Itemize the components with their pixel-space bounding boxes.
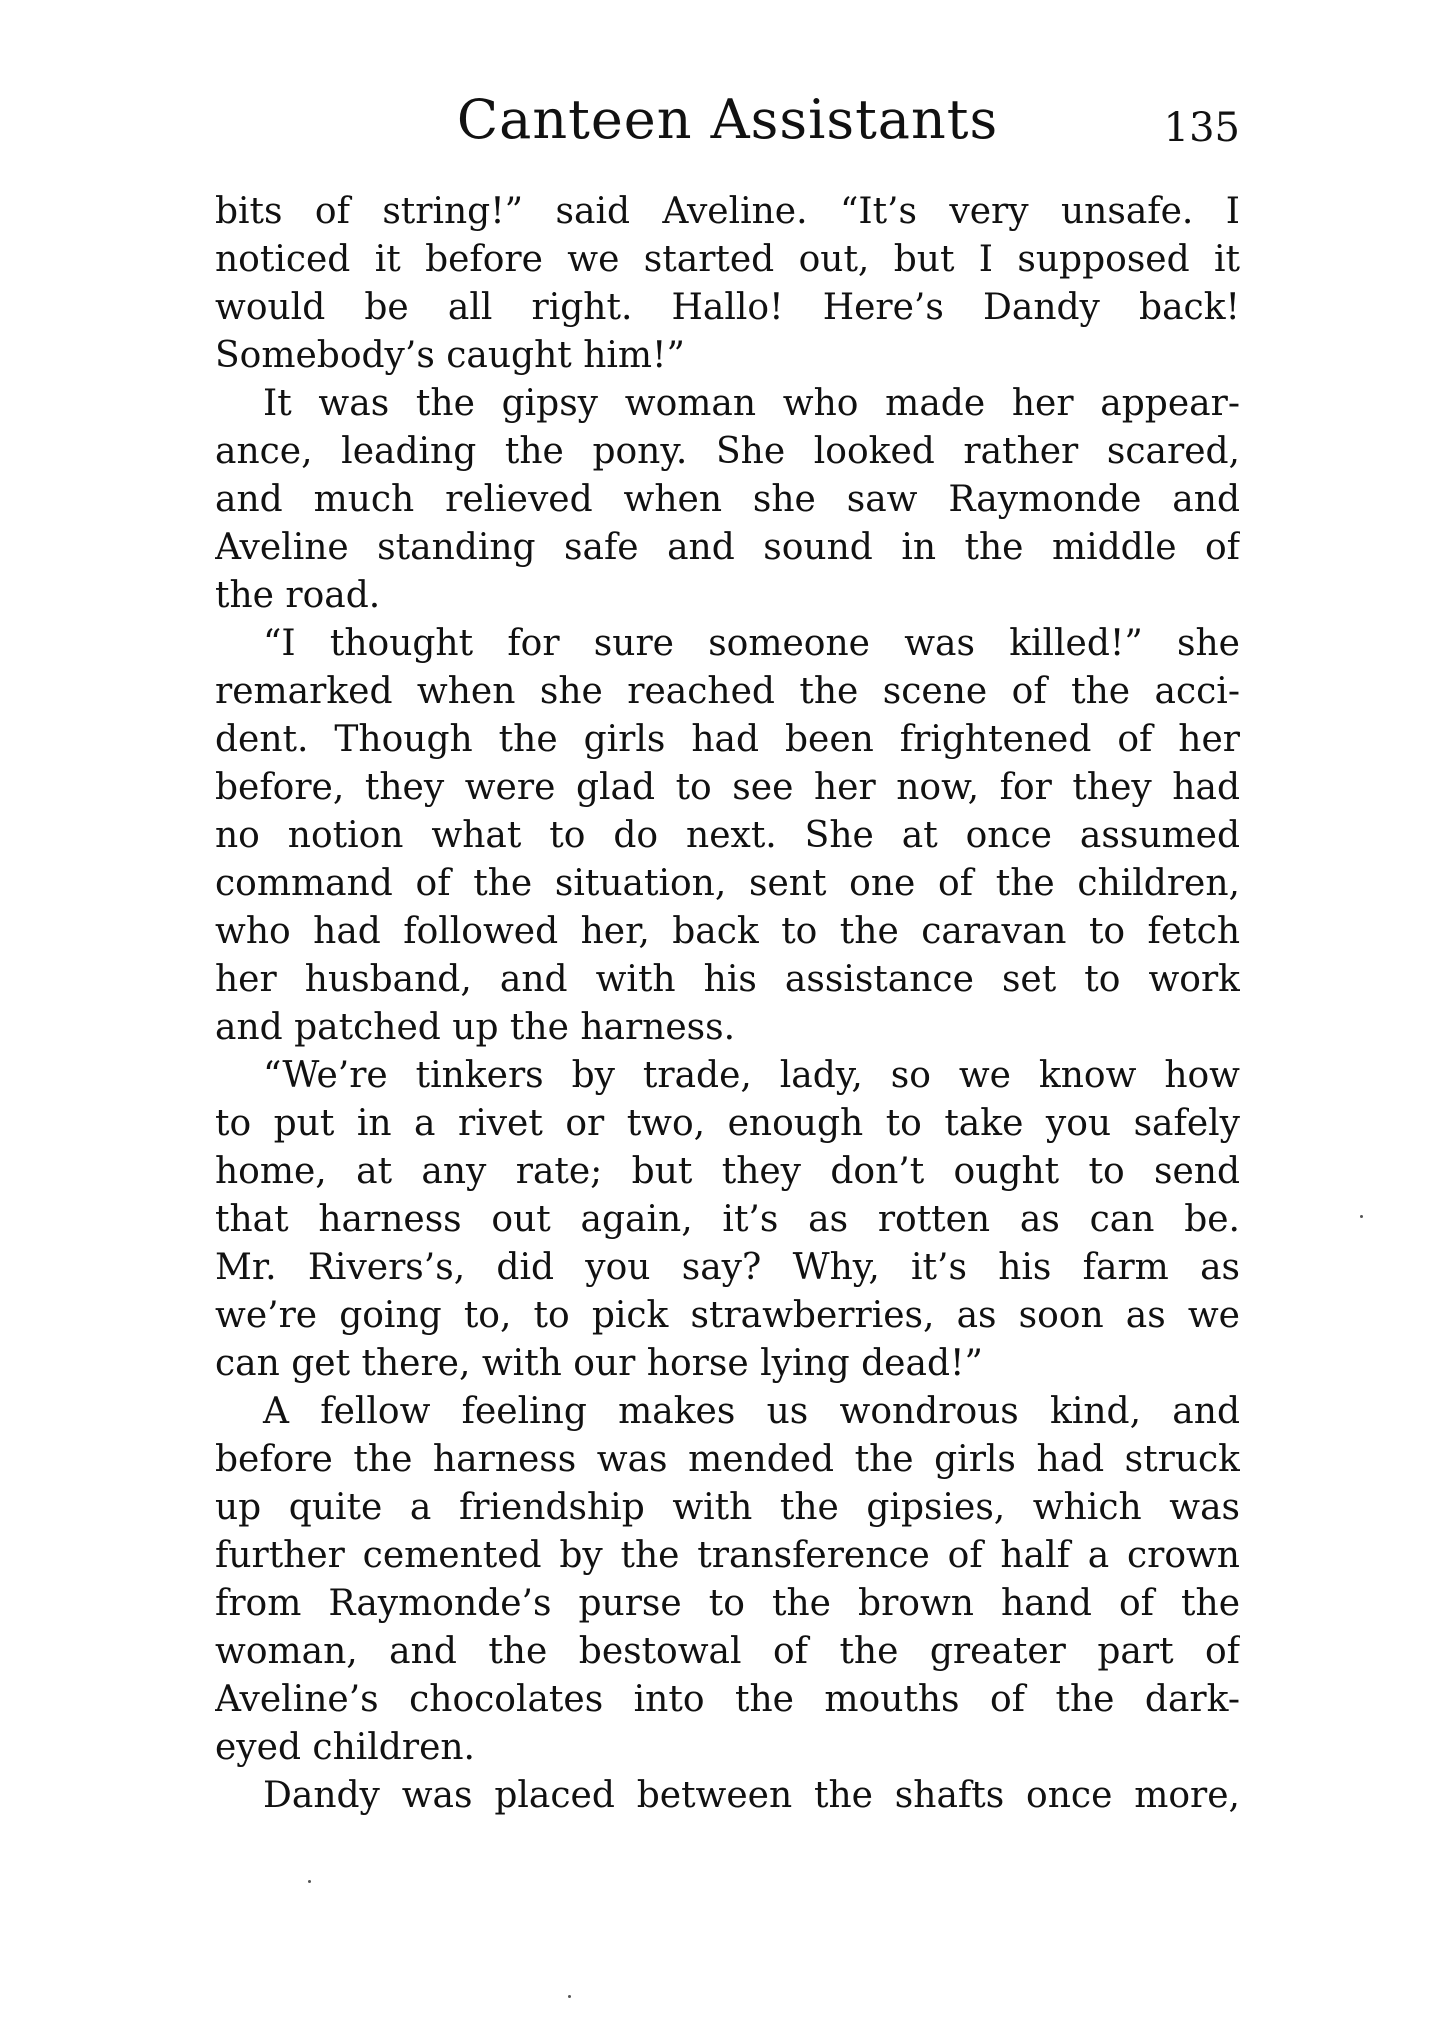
text-line: before the harness was mended the girls had struck [215,1439,1240,1480]
text-line: we’re going to, to pick strawberries, as soon as we [215,1295,1240,1336]
text-line: eyed children. [215,1727,475,1768]
text-line: Somebody’s caught him!” [215,335,685,376]
running-title: Canteen Assistants [456,88,999,151]
text-line: can get there, with our horse lying dead!” [215,1343,983,1384]
text-line: command of the situation, sent one of the children, [215,863,1240,904]
text-line: dent. Though the girls had been frightened of her [215,719,1240,760]
text-line: and much relieved when she saw Raymonde and [215,479,1240,520]
text-line: that harness out again, it’s as rotten as can be. [215,1199,1240,1240]
text-line: no notion what to do next. She at once assumed [215,815,1240,856]
text-line: her husband, and with his assistance set to work [215,959,1240,1000]
text-line: noticed it before we started out, but I supposed it [215,239,1240,280]
text-line: home, at any rate; but they don’t ought to send [215,1151,1240,1192]
body-text [215,188,1240,1820]
paper-speck [1360,1215,1363,1218]
text-line: remarked when she reached the scene of the acci- [215,671,1240,712]
page-number: 135 [1163,105,1240,151]
text-line: It was the gipsy woman who made her appear- [263,383,1240,424]
text-line: Aveline standing safe and sound in the middle of [215,527,1240,568]
text-line: woman, and the bestowal of the greater part of [215,1631,1240,1672]
text-line: ance, leading the pony. She looked rather scared, [215,431,1240,472]
text-line: the road. [215,575,381,616]
text-line: “We’re tinkers by trade, lady, so we know how [263,1055,1240,1096]
running-head [215,80,1240,160]
paper-speck [568,1995,571,1998]
text-line: Mr. Rivers’s, did you say? Why, it’s his farm as [215,1247,1240,1288]
paper-speck [308,1880,311,1883]
text-line: A fellow feeling makes us wondrous kind, and [263,1391,1240,1432]
text-line: to put in a rivet or two, enough to take you safely [215,1103,1240,1144]
text-line: further cemented by the transference of half a crown [215,1535,1240,1576]
text-line: before, they were glad to see her now, for they had [215,767,1240,808]
text-line: and patched up the harness. [215,1007,736,1048]
text-line: “I thought for sure someone was killed!” she [263,623,1240,664]
text-line: up quite a friendship with the gipsies, which was [215,1487,1240,1528]
text-line: bits of string!” said Aveline. “It’s very unsafe. I [215,191,1240,232]
text-line: who had followed her, back to the caravan to fetch [215,911,1240,952]
text-line: Dandy was placed between the shafts once more, [263,1775,1240,1816]
text-line: would be all right. Hallo! Here’s Dandy back! [215,287,1240,328]
text-line: from Raymonde’s purse to the brown hand of the [215,1583,1240,1624]
text-line: Aveline’s chocolates into the mouths of the dark- [215,1679,1240,1720]
